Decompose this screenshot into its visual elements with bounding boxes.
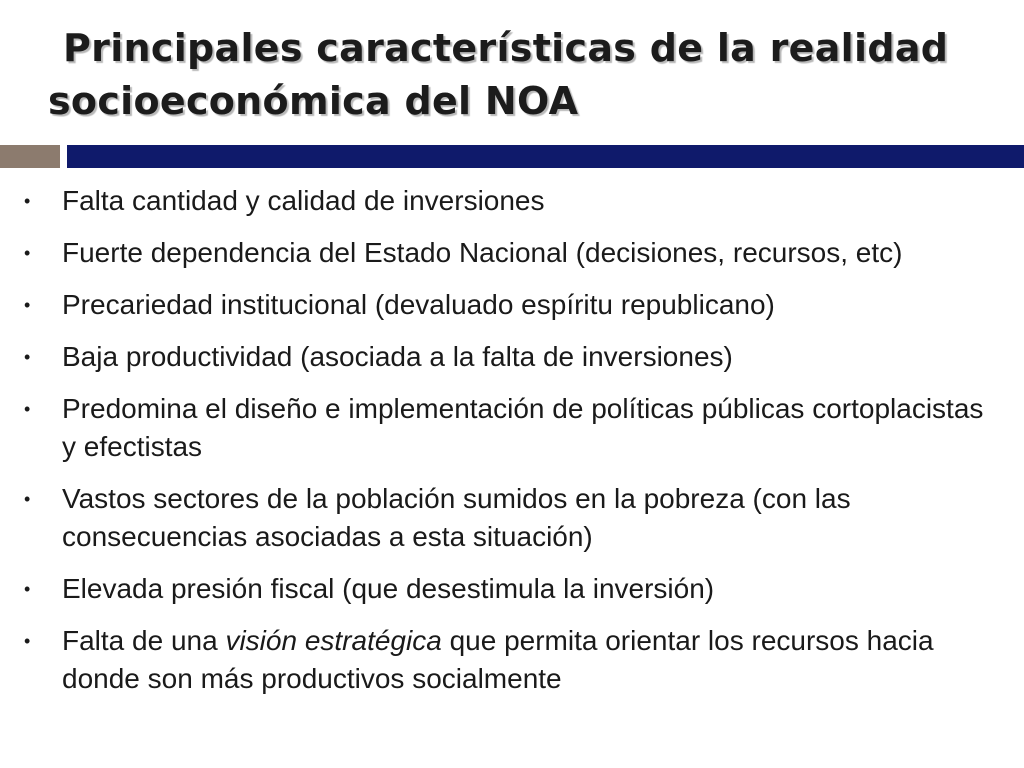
bullet-dot-icon: •	[24, 579, 31, 599]
bullet-item	[0, 570, 1000, 608]
bullet-text: Falta cantidad y calidad de inversiones	[62, 185, 545, 216]
accent-bar-left	[0, 145, 60, 168]
bullet-text: Predomina el diseño e implementación de políticas públicas cortoplacistas y efectistas	[62, 393, 984, 462]
bullet-text: Baja productividad (asociada a la falta de inversiones)	[62, 341, 733, 372]
bullet-text: Precariedad institucional (devaluado espíritu republicano)	[62, 289, 775, 320]
slide-title-line-2: socioeconómica del NOA	[48, 79, 579, 123]
bullet-dot-icon: •	[24, 631, 31, 651]
bullet-text-before: Falta de una	[62, 625, 226, 656]
slide-title	[48, 22, 988, 128]
bullet-dot-icon: •	[24, 489, 31, 509]
bullet-item	[0, 182, 1000, 220]
bullet-item	[0, 622, 1000, 698]
bullet-dot-icon: •	[24, 399, 31, 419]
bullet-dot-icon: •	[24, 295, 31, 315]
accent-bar-right	[67, 145, 1024, 168]
bullet-dot-icon: •	[24, 191, 31, 211]
bullet-item	[0, 480, 1000, 556]
bullet-item	[0, 286, 1000, 324]
bullet-dot-icon: •	[24, 243, 31, 263]
bullet-item	[0, 390, 1000, 466]
bullet-text: Vastos sectores de la población sumidos en la pobreza (con las consecuencias asociadas a esta situación)	[62, 483, 851, 552]
bullet-text-emphasis: visión estratégica	[225, 625, 442, 656]
bullet-list	[0, 182, 1000, 712]
bullet-text-after: que permita orientar los recursos hacia donde son más productivos socialmente	[62, 625, 934, 694]
bullet-text: Elevada presión fiscal (que desestimula la inversión)	[62, 573, 715, 604]
bullet-item	[0, 234, 1000, 272]
slide-title-line-1: Principales características de la realidad	[63, 26, 949, 70]
bullet-item	[0, 338, 1000, 376]
bullet-dot-icon: •	[24, 347, 31, 367]
bullet-text: Fuerte dependencia del Estado Nacional (decisiones, recursos, etc)	[62, 237, 903, 268]
